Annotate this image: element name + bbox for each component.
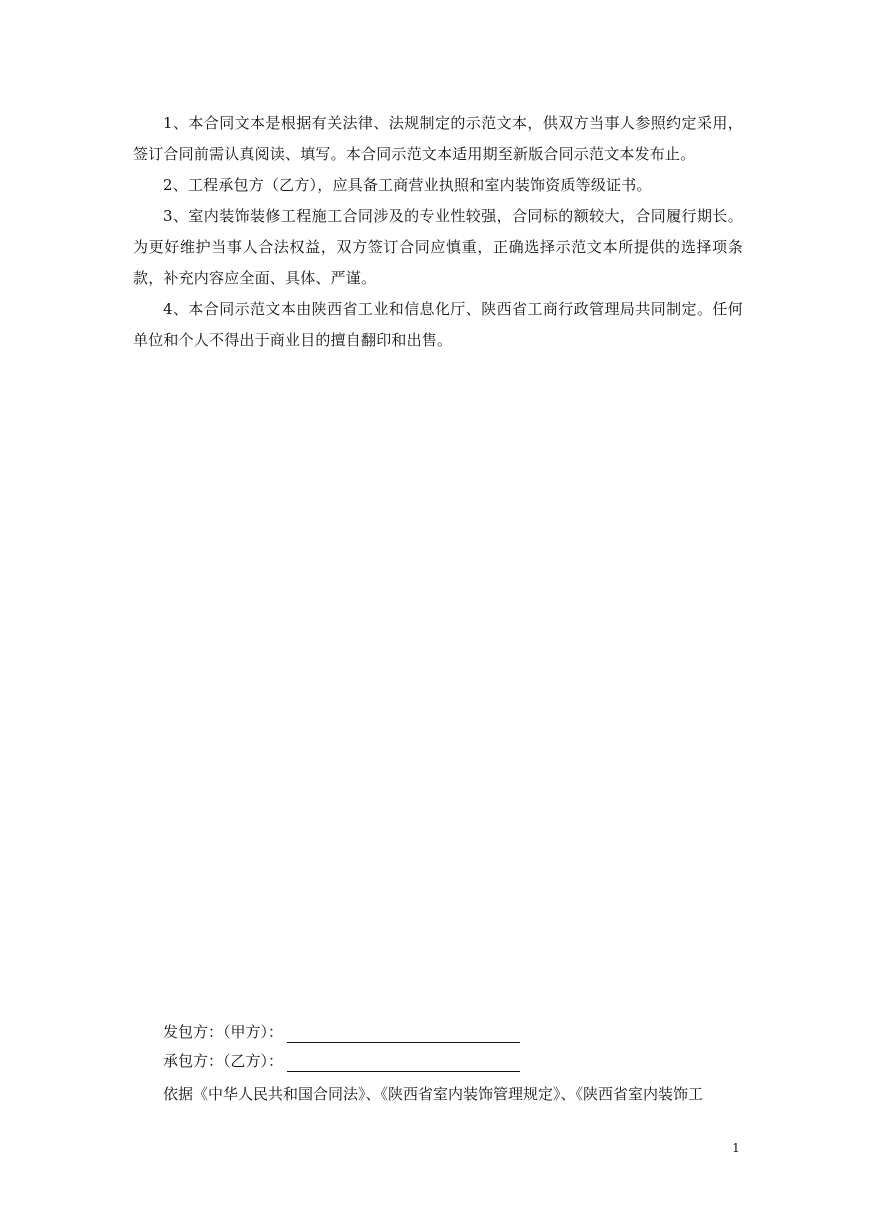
note-paragraph-1: 1、本合同文本是根据有关法律、法规制定的示范文本，供双方当事人参照约定采用，签订合同前需认真阅读、填写。本合同示范文本适用期至新版合同示范文本发布止。 xyxy=(133,114,743,163)
employer-label: 发包方：（甲方）： xyxy=(163,1023,284,1041)
employer-name-field[interactable] xyxy=(287,1020,520,1043)
note-paragraph-2: 2、工程承包方（乙方），应具备工商营业执照和室内装饰资质等级证书。 xyxy=(163,176,652,194)
page-number: 1 xyxy=(732,1141,740,1155)
note-paragraph-3: 3、室内装饰装修工程施工合同涉及的专业性较强，合同标的额较大，合同履行期长。为更好维护当事人合法权益，双方签订合同应慎重，正确选择示范文本所提供的选择项条款，补充内容应全面、具体、严谨。 xyxy=(133,207,743,287)
contractor-line xyxy=(163,1047,763,1076)
contractor-name-field[interactable] xyxy=(287,1049,520,1072)
note-paragraph-4: 4、本合同示范文本由陕西省工业和信息化厅、陕西省工商行政管理局共同制定。任何单位和个人不得出于商业目的擅自翻印和出售。 xyxy=(133,300,743,349)
contractor-label: 承包方：（乙方）： xyxy=(163,1052,284,1070)
party-signature-block xyxy=(163,1018,763,1076)
usage-notes xyxy=(133,108,743,356)
employer-line xyxy=(163,1018,763,1047)
legal-basis-text: 依据《中华人民共和国合同法》、《陕西省室内装饰管理规定》、《陕西省室内装饰工 xyxy=(163,1085,704,1103)
